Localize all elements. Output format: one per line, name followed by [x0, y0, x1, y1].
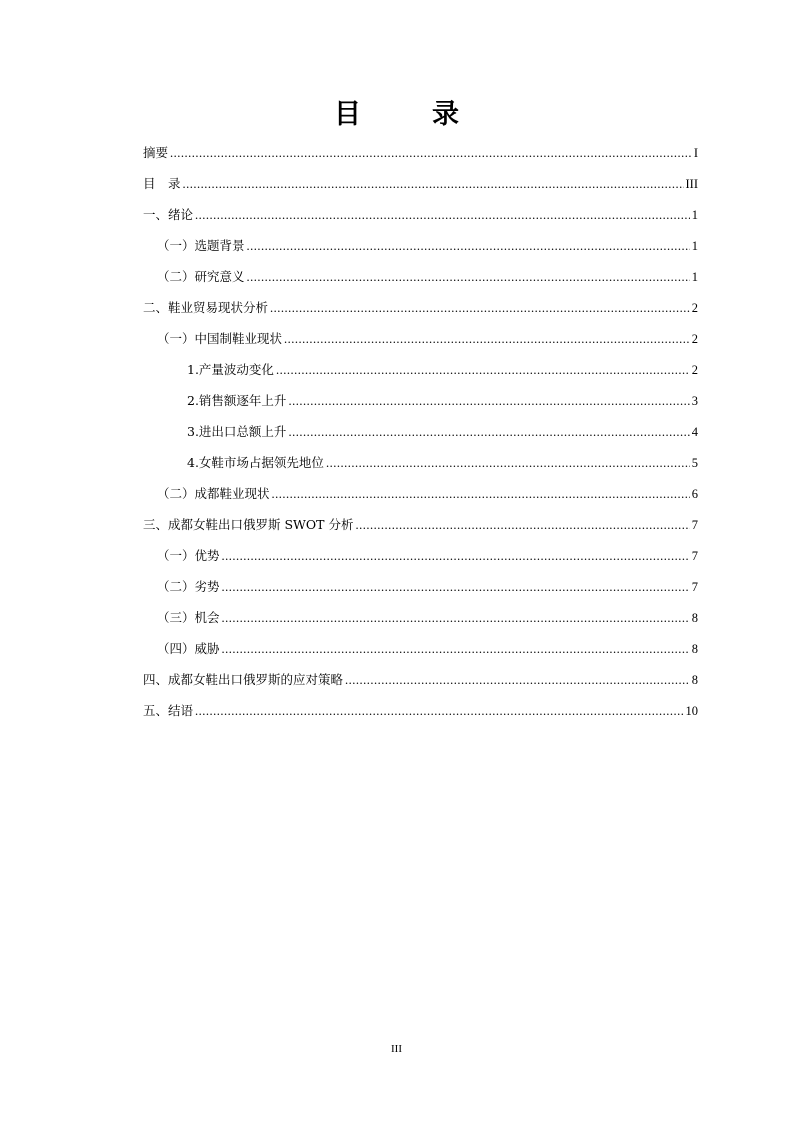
toc-entry-label: 三、成都女鞋出口俄罗斯 SWOT 分析 — [143, 517, 354, 532]
toc-entry-page: 7 — [691, 580, 698, 594]
toc-leader-dots — [326, 452, 690, 474]
toc-entry-label: 一、绪论 — [143, 207, 194, 222]
toc-entry-label: 二、鞋业贸易现状分析 — [143, 300, 269, 315]
toc-entry[interactable] — [143, 328, 698, 359]
toc-entry-label: （三）机会 — [157, 610, 220, 625]
toc-entry-label: 2.销售额逐年上升 — [187, 393, 287, 408]
toc-entry[interactable] — [143, 173, 698, 204]
toc-entry-label: （二）研究意义 — [157, 269, 245, 284]
toc-entry-page: III — [685, 177, 698, 191]
toc-entry-label: （四）威胁 — [157, 641, 220, 656]
toc-entry-label: 摘要 — [143, 145, 169, 160]
toc-entry-label: 4.女鞋市场占据领先地位 — [187, 455, 324, 470]
toc-entry-page: 3 — [691, 394, 698, 408]
toc-leader-dots — [222, 607, 690, 629]
toc-leader-dots — [355, 514, 689, 536]
toc-entry-page: 8 — [691, 611, 698, 625]
toc-entry[interactable] — [143, 638, 698, 669]
toc-entry-page: 10 — [685, 704, 698, 718]
toc-entry-page: 7 — [691, 549, 698, 563]
toc-entry-label: （二）劣势 — [157, 579, 220, 594]
toc-leader-dots — [345, 669, 690, 691]
table-of-contents — [143, 142, 698, 731]
toc-leader-dots — [276, 359, 690, 381]
toc-entry-page: 7 — [691, 518, 698, 532]
toc-entry-label: 1.产量波动变化 — [187, 362, 274, 377]
toc-entry[interactable] — [143, 545, 698, 576]
toc-entry[interactable] — [143, 669, 698, 700]
toc-entry-label: 3.进出口总额上升 — [187, 424, 287, 439]
toc-entry-page: 5 — [691, 456, 698, 470]
toc-entry[interactable] — [143, 142, 698, 173]
toc-entry-label: 四、成都女鞋出口俄罗斯的应对策略 — [143, 672, 344, 687]
toc-entry-label: （一）优势 — [157, 548, 220, 563]
toc-entry[interactable] — [143, 607, 698, 638]
toc-entry[interactable] — [143, 235, 698, 266]
toc-leader-dots — [284, 328, 690, 350]
toc-leader-dots — [288, 390, 689, 412]
toc-entry-label: （一）选题背景 — [157, 238, 245, 253]
toc-entry[interactable] — [143, 700, 698, 731]
toc-entry[interactable] — [143, 390, 698, 421]
toc-entry-label: （二）成都鞋业现状 — [157, 486, 270, 501]
toc-entry-page: 6 — [691, 487, 698, 501]
toc-entry[interactable] — [143, 359, 698, 390]
toc-entry[interactable] — [143, 204, 698, 235]
toc-entry-page: 2 — [691, 363, 698, 377]
toc-leader-dots — [270, 297, 690, 319]
toc-entry-label: （一）中国制鞋业现状 — [157, 331, 283, 346]
toc-leader-dots — [222, 638, 690, 660]
toc-entry[interactable] — [143, 297, 698, 328]
toc-entry-page: 1 — [691, 239, 698, 253]
toc-leader-dots — [183, 173, 684, 195]
toc-leader-dots — [247, 235, 690, 257]
toc-entry-page: 2 — [691, 332, 698, 346]
toc-entry[interactable] — [143, 483, 698, 514]
toc-entry[interactable] — [143, 576, 698, 607]
toc-entry-page: 4 — [691, 425, 698, 439]
toc-entry[interactable] — [143, 514, 698, 545]
toc-leader-dots — [288, 421, 689, 443]
toc-leader-dots — [247, 266, 690, 288]
toc-leader-dots — [222, 576, 690, 598]
toc-leader-dots — [195, 204, 690, 226]
toc-entry-page: I — [693, 146, 698, 160]
toc-entry[interactable] — [143, 266, 698, 297]
toc-leader-dots — [222, 545, 690, 567]
page-title: 目 录 — [334, 99, 481, 130]
toc-leader-dots — [195, 700, 683, 722]
toc-entry[interactable] — [143, 421, 698, 452]
toc-entry-page: 8 — [691, 642, 698, 656]
toc-entry-page: 2 — [691, 301, 698, 315]
page-number-footer: III — [391, 1043, 402, 1055]
toc-entry-label: 目 录 — [143, 176, 181, 191]
toc-leader-dots — [170, 142, 692, 164]
toc-entry-page: 1 — [691, 270, 698, 284]
toc-entry-page: 8 — [691, 673, 698, 687]
toc-leader-dots — [272, 483, 690, 505]
toc-entry-page: 1 — [691, 208, 698, 222]
toc-entry[interactable] — [143, 452, 698, 483]
toc-entry-label: 五、结语 — [143, 703, 194, 718]
